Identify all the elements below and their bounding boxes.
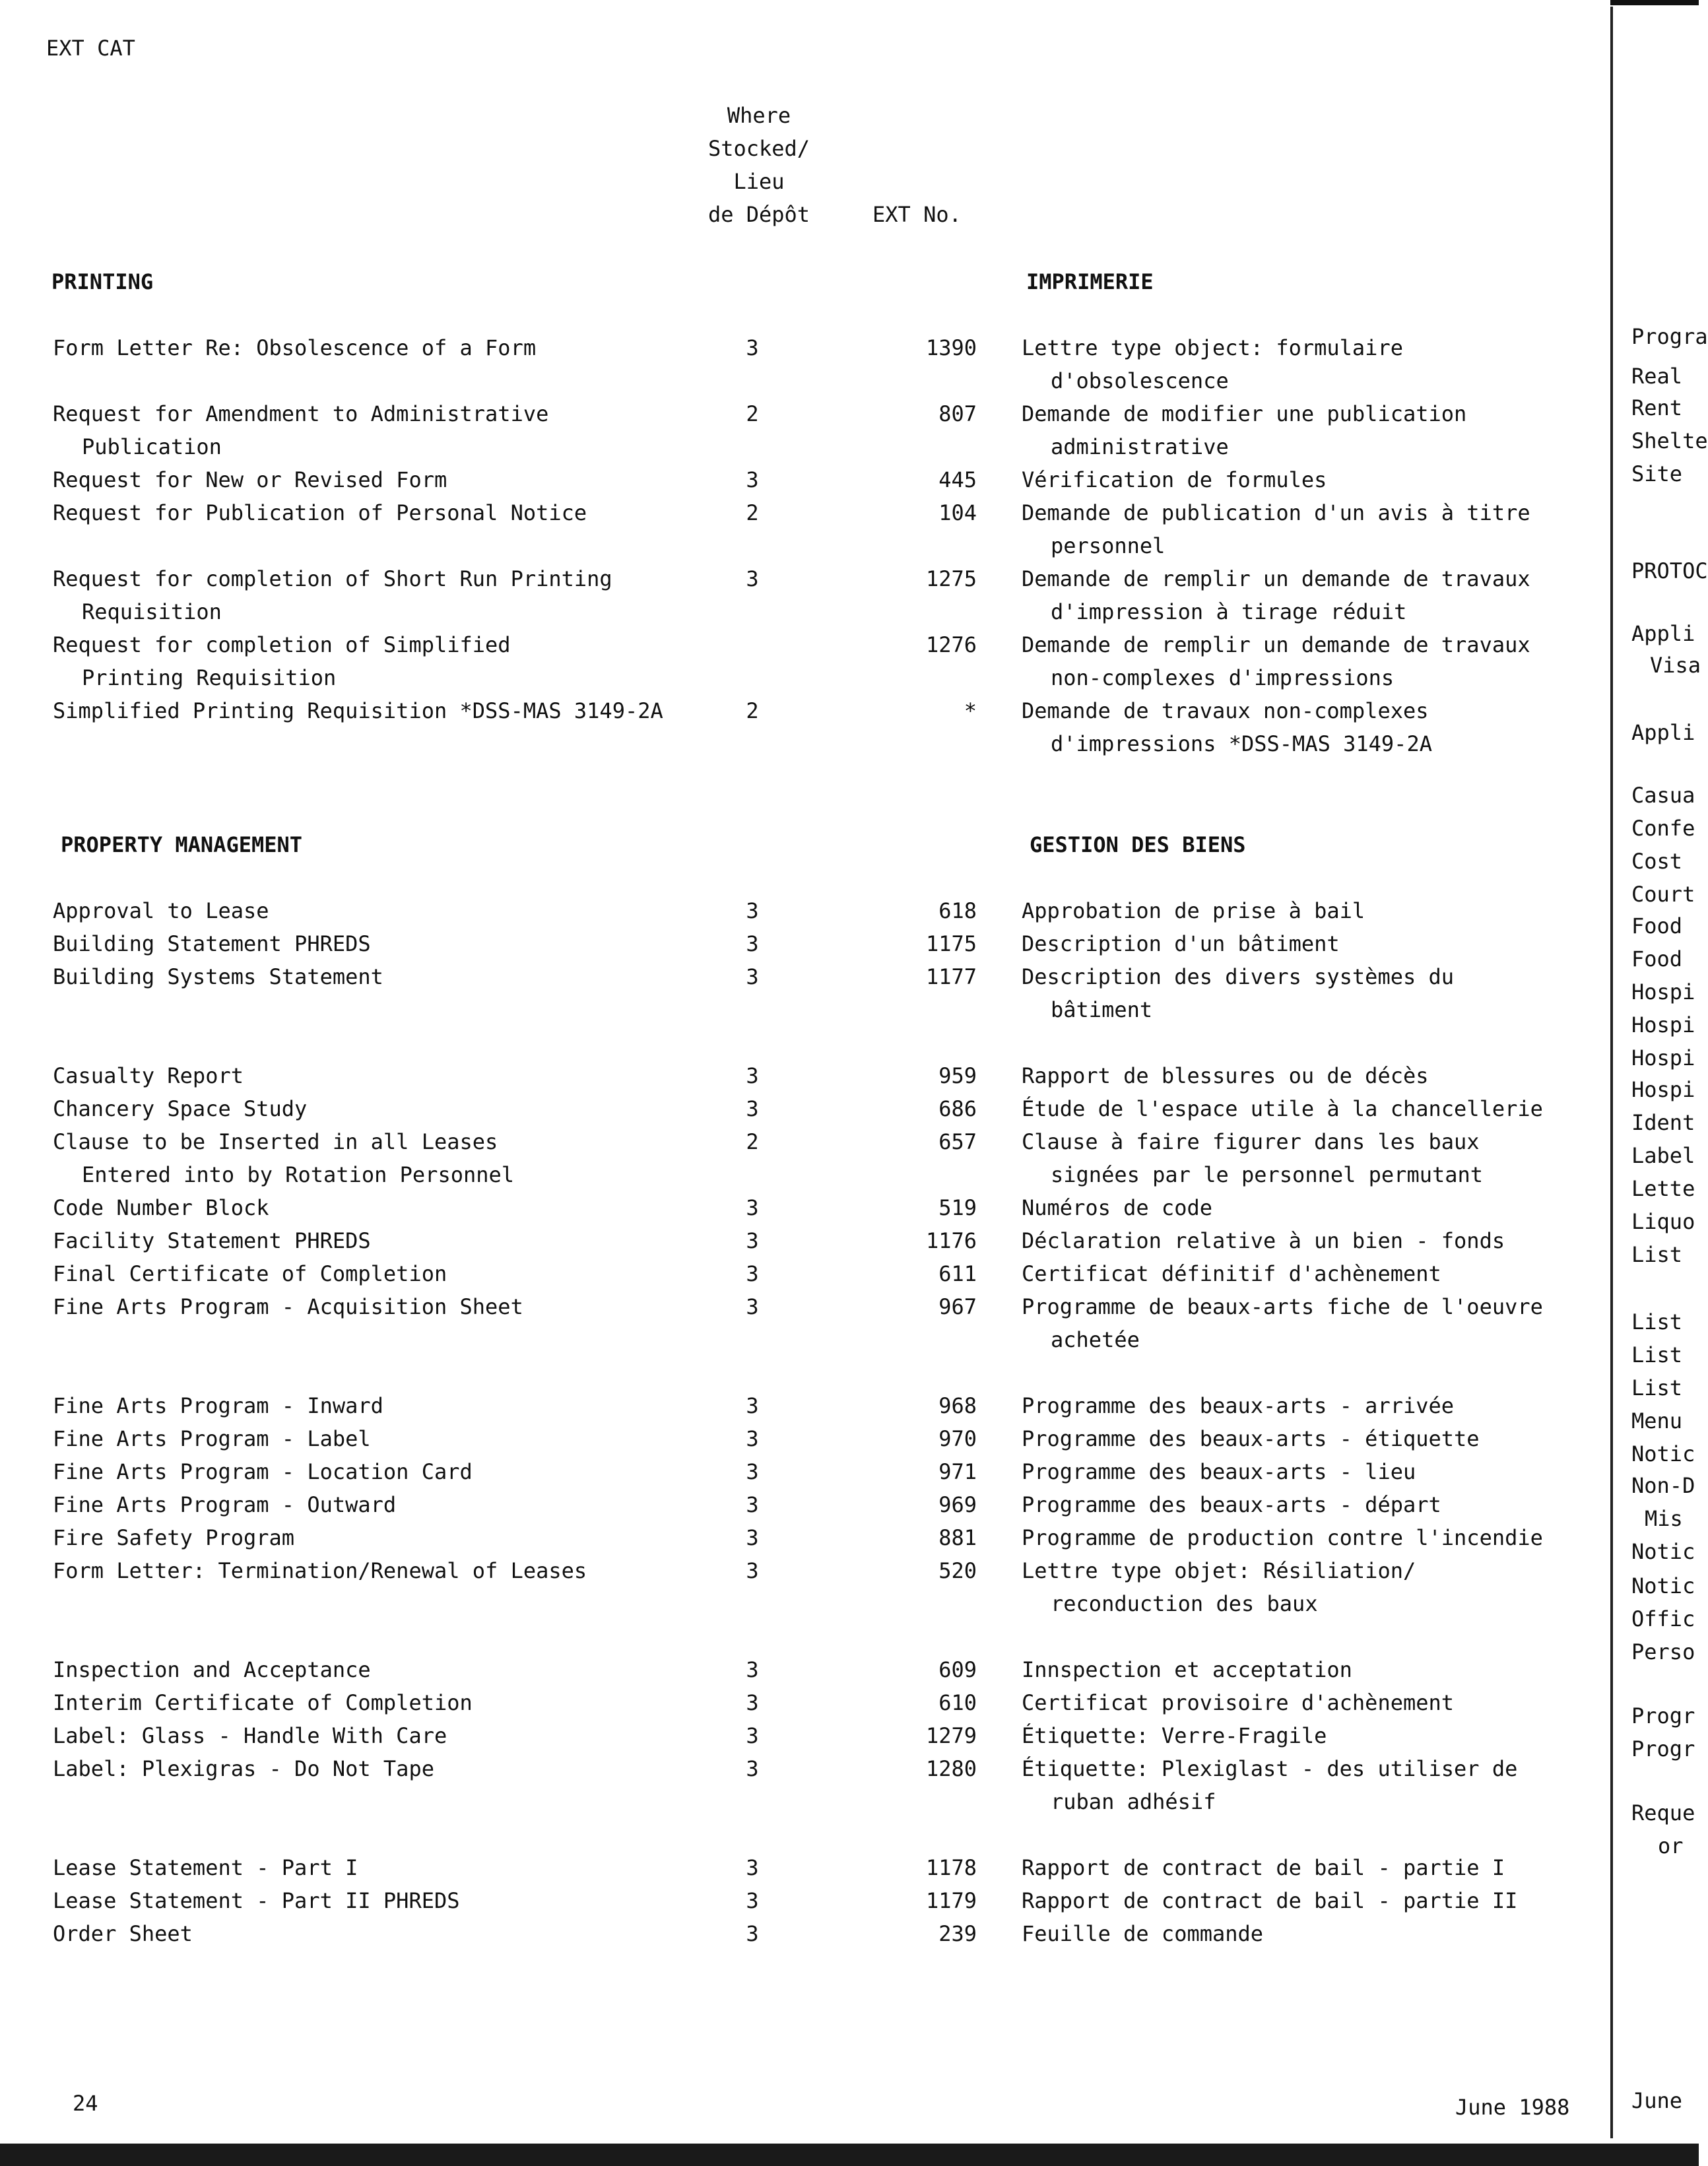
form-title-fr: Feuille de commande xyxy=(1022,1921,1264,1946)
adjacent-page-text: List xyxy=(1631,1375,1683,1400)
ext-number: 1275 xyxy=(925,566,977,591)
catalog-row xyxy=(0,927,1597,960)
where-stocked-code: 2 xyxy=(746,698,759,723)
where-stocked-code: 3 xyxy=(746,335,759,360)
form-title-fr: Lettre type object: formulaire xyxy=(1022,335,1403,360)
adjacent-page-text: Perso xyxy=(1631,1639,1695,1664)
form-title-fr: ruban adhésif xyxy=(1051,1789,1216,1814)
adjacent-page-text: Hospi xyxy=(1631,1045,1695,1070)
ext-number: 807 xyxy=(938,401,977,426)
adjacent-page-text: Appli xyxy=(1631,621,1695,646)
page-gutter-divider xyxy=(1610,7,1613,2138)
where-stocked-code: 3 xyxy=(746,898,759,923)
catalog-row xyxy=(0,397,1597,463)
adjacent-page-text: Casua xyxy=(1631,783,1695,808)
form-title-fr: Demande de remplir un demande de travaux xyxy=(1022,632,1530,657)
ext-number: 968 xyxy=(938,1393,977,1418)
form-title-en: Request for Amendment to Administrative xyxy=(53,401,549,426)
form-title-fr: Approbation de prise à bail xyxy=(1022,898,1365,923)
adjacent-page-text: Hospi xyxy=(1631,1077,1695,1102)
adjacent-page-text: Liquo xyxy=(1631,1209,1695,1234)
form-title-fr: d'impressions *DSS-MAS 3149-2A xyxy=(1051,731,1432,756)
ext-number: 881 xyxy=(938,1525,977,1550)
adjacent-page-text: Label xyxy=(1631,1143,1695,1168)
catalog-row xyxy=(0,1917,1597,1950)
page-number: 24 xyxy=(73,2091,98,2116)
catalog-row xyxy=(0,1224,1597,1257)
adjacent-page-text: Notic xyxy=(1631,1441,1695,1466)
section-title-en: PRINTING xyxy=(51,269,154,294)
adjacent-page-text: Cost xyxy=(1631,849,1683,874)
form-title-en: Form Letter: Termination/Renewal of Leases xyxy=(53,1558,587,1583)
ext-number: 1178 xyxy=(925,1855,977,1880)
form-title-en: Form Letter Re: Obsolescence of a Form xyxy=(53,335,537,360)
where-stocked-line: Where xyxy=(727,103,791,128)
form-title-fr: Programme des beaux-arts - étiquette xyxy=(1022,1426,1480,1451)
catalog-row xyxy=(0,894,1597,927)
form-title-en: Lease Statement - Part I xyxy=(53,1855,358,1880)
catalog-row xyxy=(0,496,1597,562)
form-title-en: Requisition xyxy=(82,599,222,624)
form-title-fr: d'impression à tirage réduit xyxy=(1051,599,1407,624)
adjacent-page-text: Non-D xyxy=(1631,1473,1695,1498)
ext-number: 1176 xyxy=(925,1228,977,1253)
where-stocked-code: 3 xyxy=(746,1558,759,1583)
where-stocked-code: 3 xyxy=(746,1096,759,1121)
catalog-row xyxy=(0,1059,1597,1092)
where-stocked-code: 3 xyxy=(746,1921,759,1946)
adjacent-page-text: Progra xyxy=(1631,324,1708,349)
form-title-en: Fine Arts Program - Inward xyxy=(53,1393,383,1418)
section-title-en: PROPERTY MANAGEMENT xyxy=(61,832,303,857)
catalog-row xyxy=(0,1521,1597,1554)
where-stocked-code: 3 xyxy=(746,1393,759,1418)
catalog-row xyxy=(0,694,1597,760)
footer-date: June 1988 xyxy=(1455,2095,1570,2120)
adjacent-page-text: Notic xyxy=(1631,1539,1695,1564)
catalog-row xyxy=(0,1851,1597,1884)
adjacent-page-text: Hospi xyxy=(1631,1012,1695,1037)
form-title-en: Request for completion of Short Run Printing xyxy=(53,566,612,591)
form-title-fr: Étiquette: Verre-Fragile xyxy=(1022,1723,1327,1748)
section-title-fr: IMPRIMERIE xyxy=(1026,269,1154,294)
form-title-en: Inspection and Acceptance xyxy=(53,1657,371,1682)
adjacent-page-text: Court xyxy=(1631,882,1695,907)
catalog-row xyxy=(0,1257,1597,1290)
ext-number: 519 xyxy=(938,1195,977,1220)
form-title-en: Final Certificate of Completion xyxy=(53,1261,447,1286)
adjacent-page-text: Confe xyxy=(1631,816,1695,841)
adjacent-page-text: List xyxy=(1631,1309,1683,1334)
form-title-fr: non-complexes d'impressions xyxy=(1051,665,1395,690)
form-title-en: Request for Publication of Personal Notice xyxy=(53,500,587,525)
catalog-row xyxy=(0,1884,1597,1917)
adjacent-page-text: Progr xyxy=(1631,1736,1695,1761)
adjacent-page-text: Mis xyxy=(1645,1506,1683,1531)
form-title-en: Order Sheet xyxy=(53,1921,193,1946)
catalog-row xyxy=(0,1191,1597,1224)
ext-number: 104 xyxy=(938,500,977,525)
adjacent-page-text: List xyxy=(1631,1242,1683,1267)
adjacent-page-text: Shelte xyxy=(1631,428,1708,453)
form-title-fr: Description des divers systèmes du xyxy=(1022,964,1455,989)
ext-number: 967 xyxy=(938,1294,977,1319)
catalog-tag: EXT CAT xyxy=(46,36,135,61)
form-title-fr: administrative xyxy=(1051,434,1229,459)
catalog-row xyxy=(0,1389,1597,1422)
adjacent-page-text: PROTOC xyxy=(1631,558,1708,583)
adjacent-page-text: Offic xyxy=(1631,1606,1695,1631)
form-title-en: Clause to be Inserted in all Leases xyxy=(53,1129,498,1154)
adjacent-page-text: Real xyxy=(1631,364,1683,389)
form-title-fr: Demande de modifier une publication xyxy=(1022,401,1467,426)
ext-number: 611 xyxy=(938,1261,977,1286)
adjacent-page-fragment xyxy=(1617,0,1708,2166)
adjacent-page-text: Rent xyxy=(1631,395,1683,420)
form-title-en: Publication xyxy=(82,434,222,459)
catalog-row xyxy=(0,562,1597,628)
adjacent-page-text: June xyxy=(1631,2088,1683,2113)
catalog-row xyxy=(0,1422,1597,1455)
where-stocked-code: 3 xyxy=(746,1195,759,1220)
catalog-row xyxy=(0,463,1597,496)
where-stocked-header xyxy=(686,99,832,231)
where-stocked-line: Stocked/ xyxy=(707,136,810,161)
form-title-fr: Certificat définitif d'achènement xyxy=(1022,1261,1441,1286)
form-title-fr: Innspection et acceptation xyxy=(1022,1657,1352,1682)
catalog-row xyxy=(0,1290,1597,1356)
form-title-fr: Étiquette: Plexiglast - des utiliser de xyxy=(1022,1756,1518,1781)
ext-number: 1177 xyxy=(925,964,977,989)
adjacent-page-text: Notic xyxy=(1631,1573,1695,1598)
ext-number: 239 xyxy=(938,1921,977,1946)
ext-no-header: EXT No. xyxy=(872,202,962,227)
form-title-en: Building Systems Statement xyxy=(53,964,383,989)
where-stocked-code: 2 xyxy=(746,1129,759,1154)
form-title-fr: Programme de production contre l'incendie xyxy=(1022,1525,1543,1550)
ext-number: 610 xyxy=(938,1690,977,1715)
where-stocked-code: 3 xyxy=(746,1426,759,1451)
form-title-fr: Rapport de contract de bail - partie II xyxy=(1022,1888,1518,1913)
form-title-en: Label: Glass - Handle With Care xyxy=(53,1723,447,1748)
where-stocked-code: 3 xyxy=(746,1756,759,1781)
where-stocked-code: 3 xyxy=(746,1657,759,1682)
scan-edge-band xyxy=(0,2144,1699,2166)
where-stocked-code: 2 xyxy=(746,401,759,426)
adjacent-page-text: Site xyxy=(1631,461,1683,486)
catalog-row xyxy=(0,1125,1597,1191)
form-title-fr: Certificat provisoire d'achènement xyxy=(1022,1690,1455,1715)
catalog-row xyxy=(0,960,1597,1026)
section-title-fr: GESTION DES BIENS xyxy=(1030,832,1246,857)
form-title-fr: Étude de l'espace utile à la chancellerie xyxy=(1022,1096,1543,1121)
adjacent-page-text: Ident xyxy=(1631,1110,1695,1135)
catalog-row xyxy=(0,1752,1597,1818)
adjacent-page-text: Food xyxy=(1631,913,1683,938)
where-stocked-code: 3 xyxy=(746,1063,759,1088)
form-title-en: Lease Statement - Part II PHREDS xyxy=(53,1888,460,1913)
adjacent-page-text: Menu xyxy=(1631,1408,1683,1433)
form-title-fr: Demande de publication d'un avis à titre xyxy=(1022,500,1530,525)
catalog-row xyxy=(0,628,1597,694)
form-title-fr: Programme des beaux-arts - départ xyxy=(1022,1492,1441,1517)
where-stocked-code: 3 xyxy=(746,1723,759,1748)
form-title-fr: Programme des beaux-arts - arrivée xyxy=(1022,1393,1455,1418)
ext-number: 1280 xyxy=(925,1756,977,1781)
form-title-fr: Demande de travaux non-complexes xyxy=(1022,698,1429,723)
ext-number: 1175 xyxy=(925,931,977,956)
ext-number: 445 xyxy=(938,467,977,492)
catalog-row xyxy=(0,1455,1597,1488)
form-title-fr: bâtiment xyxy=(1051,997,1153,1022)
ext-number: 970 xyxy=(938,1426,977,1451)
ext-number: 959 xyxy=(938,1063,977,1088)
form-title-fr: Demande de remplir un demande de travaux xyxy=(1022,566,1530,591)
ext-number: 1276 xyxy=(925,632,977,657)
ext-number: 971 xyxy=(938,1459,977,1484)
where-stocked-code: 3 xyxy=(746,1690,759,1715)
catalog-row xyxy=(0,1653,1597,1686)
form-title-fr: Programme des beaux-arts - lieu xyxy=(1022,1459,1416,1484)
where-stocked-code: 3 xyxy=(746,1459,759,1484)
form-title-fr: d'obsolescence xyxy=(1051,368,1229,393)
adjacent-page-text: Hospi xyxy=(1631,979,1695,1004)
where-stocked-code: 3 xyxy=(746,1492,759,1517)
ext-number: * xyxy=(964,698,977,723)
form-title-fr: Rapport de blessures ou de décès xyxy=(1022,1063,1429,1088)
form-title-en: Interim Certificate of Completion xyxy=(53,1690,473,1715)
form-title-en: Code Number Block xyxy=(53,1195,269,1220)
form-title-fr: Clause à faire figurer dans les baux xyxy=(1022,1129,1480,1154)
where-stocked-code: 3 xyxy=(746,467,759,492)
form-title-en: Simplified Printing Requisition *DSS-MAS 3149-2A xyxy=(53,698,663,723)
form-title-en: Label: Plexigras - Do Not Tape xyxy=(53,1756,434,1781)
where-stocked-code: 3 xyxy=(746,1261,759,1286)
catalog-row xyxy=(0,1092,1597,1125)
form-title-en: Fine Arts Program - Location Card xyxy=(53,1459,473,1484)
where-stocked-code: 3 xyxy=(746,1294,759,1319)
form-title-fr: achetée xyxy=(1051,1327,1140,1352)
form-title-en: Request for completion of Simplified xyxy=(53,632,511,657)
catalog-row xyxy=(0,1719,1597,1752)
where-stocked-code: 3 xyxy=(746,1228,759,1253)
form-title-fr: Lettre type objet: Résiliation/ xyxy=(1022,1558,1416,1583)
form-title-fr: Déclaration relative à un bien - fonds xyxy=(1022,1228,1505,1253)
form-title-en: Entered into by Rotation Personnel xyxy=(82,1162,515,1187)
form-title-en: Fine Arts Program - Outward xyxy=(53,1492,397,1517)
ext-number: 969 xyxy=(938,1492,977,1517)
where-stocked-code: 2 xyxy=(746,500,759,525)
where-stocked-code: 3 xyxy=(746,1855,759,1880)
catalog-row xyxy=(0,331,1597,397)
form-title-en: Fire Safety Program xyxy=(53,1525,295,1550)
ext-number: 1179 xyxy=(925,1888,977,1913)
ext-number: 657 xyxy=(938,1129,977,1154)
form-title-fr: reconduction des baux xyxy=(1051,1591,1318,1616)
form-title-fr: signées par le personnel permutant xyxy=(1051,1162,1484,1187)
where-stocked-code: 3 xyxy=(746,1525,759,1550)
where-stocked-code: 3 xyxy=(746,964,759,989)
where-stocked-line: de Dépôt xyxy=(707,202,810,227)
form-title-en: Chancery Space Study xyxy=(53,1096,308,1121)
form-title-en: Request for New or Revised Form xyxy=(53,467,447,492)
adjacent-page-text: or xyxy=(1658,1833,1684,1858)
where-stocked-code: 3 xyxy=(746,931,759,956)
ext-number: 686 xyxy=(938,1096,977,1121)
form-title-fr: Vérification de formules xyxy=(1022,467,1327,492)
form-title-en: Printing Requisition xyxy=(82,665,337,690)
adjacent-page-text: Visa xyxy=(1650,653,1701,678)
form-title-fr: Description d'un bâtiment xyxy=(1022,931,1340,956)
adjacent-page-text: Food xyxy=(1631,946,1683,971)
catalog-row xyxy=(0,1488,1597,1521)
ext-number: 1279 xyxy=(925,1723,977,1748)
form-title-fr: Numéros de code xyxy=(1022,1195,1212,1220)
catalog-row xyxy=(0,1686,1597,1719)
form-title-fr: Programme de beaux-arts fiche de l'oeuvre xyxy=(1022,1294,1543,1319)
ext-number: 609 xyxy=(938,1657,977,1682)
where-stocked-code: 3 xyxy=(746,566,759,591)
adjacent-page-text: Progr xyxy=(1631,1703,1695,1728)
where-stocked-line: Lieu xyxy=(733,169,785,194)
ext-number: 1390 xyxy=(925,335,977,360)
catalog-row xyxy=(0,1554,1597,1620)
form-title-fr: personnel xyxy=(1051,533,1166,558)
adjacent-page-text: Appli xyxy=(1631,720,1695,745)
ext-number: 618 xyxy=(938,898,977,923)
form-title-en: Fine Arts Program - Label xyxy=(53,1426,371,1451)
ext-number: 520 xyxy=(938,1558,977,1583)
form-title-en: Building Statement PHREDS xyxy=(53,931,371,956)
form-title-en: Fine Arts Program - Acquisition Sheet xyxy=(53,1294,523,1319)
where-stocked-code: 3 xyxy=(746,1888,759,1913)
adjacent-page-text: Reque xyxy=(1631,1800,1695,1825)
adjacent-page-text: Lette xyxy=(1631,1176,1695,1201)
form-title-en: Facility Statement PHREDS xyxy=(53,1228,371,1253)
form-title-en: Approval to Lease xyxy=(53,898,269,923)
form-title-fr: Rapport de contract de bail - partie I xyxy=(1022,1855,1505,1880)
form-title-en: Casualty Report xyxy=(53,1063,244,1088)
adjacent-page-text: List xyxy=(1631,1342,1683,1367)
